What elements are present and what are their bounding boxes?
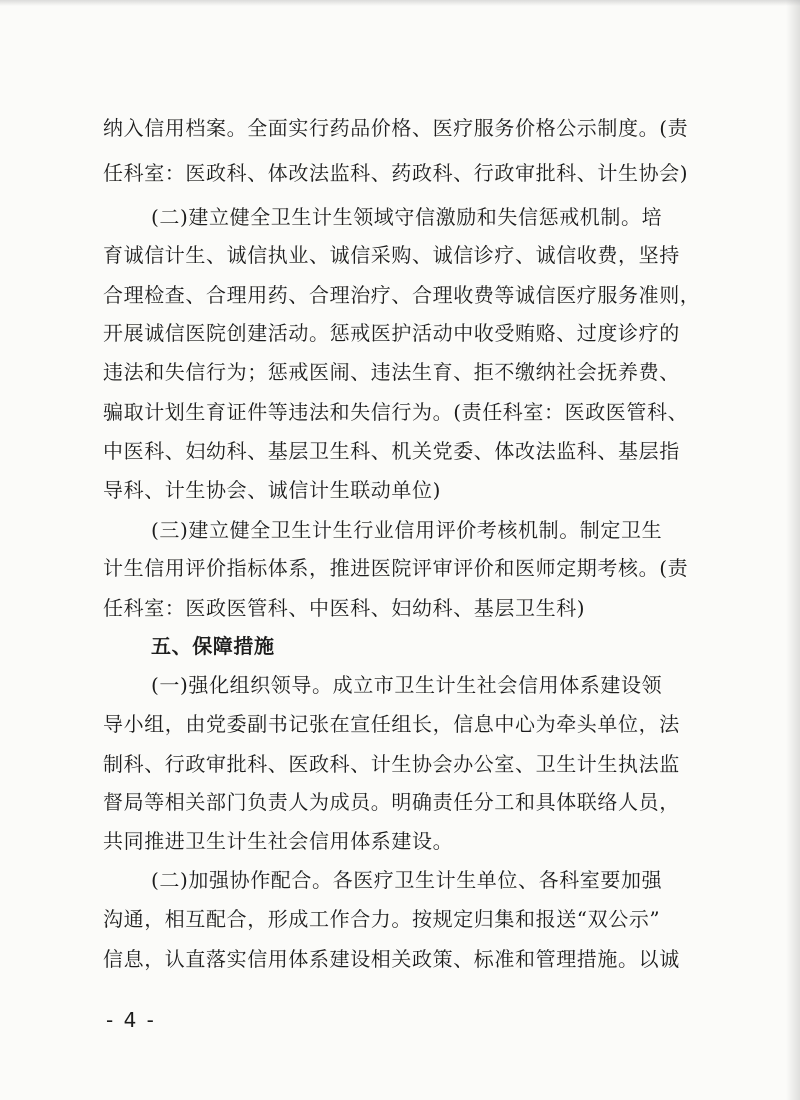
text-line: 制科、行政审批科、医政科、计生协会办公室、卫生计生执法监 — [103, 752, 680, 776]
page-number: - 4 - — [106, 1008, 156, 1032]
section-heading: 五、保障措施 — [151, 634, 275, 658]
text-line: 信息，认直落实信用体系建设相关政策、标准和管理措施。以诚 — [103, 947, 680, 971]
text-line: 任科室：医政科、体改法监科、药政科、行政审批科、计生协会) — [103, 161, 689, 185]
scan-right-edge — [786, 0, 800, 1100]
text-line: 合理检查、合理用药、合理治疗、合理收费等诚信医疗服务准则， — [103, 283, 701, 307]
text-line: 计生信用评价指标体系，推进医院评审评价和医师定期考核。(责 — [103, 556, 689, 580]
scan-top-shadow — [0, 0, 800, 6]
text-line: (一)强化组织领导。成立市卫生计生社会信用体系建设领 — [151, 673, 663, 697]
text-line: 纳入信用档案。全面实行药品价格、医疗服务价格公示制度。(责 — [103, 116, 689, 140]
text-line: 任科室：医政医管科、中医科、妇幼科、基层卫生科) — [103, 596, 586, 620]
text-line: 导科、计生协会、诚信计生联动单位) — [103, 478, 442, 502]
text-line: 育诚信计生、诚信执业、诚信采购、诚信诊疗、诚信收费，坚持 — [103, 243, 680, 267]
text-line: (三)建立健全卫生计生行业信用评价考核机制。制定卫生 — [151, 518, 663, 542]
text-line: 督局等相关部门负责人为成员。明确责任分工和具体联络人员， — [103, 790, 680, 814]
text-line: 导小组，由党委副书记张在宣任组长，信息中心为牵头单位，法 — [103, 712, 680, 736]
text-line: 中医科、妇幼科、基层卫生科、机关党委、体改法监科、基层指 — [103, 439, 680, 463]
text-line: 骗取计划生育证件等违法和失信行为。(责任科室：医政医管科、 — [103, 400, 689, 424]
text-line: (二)加强协作配合。各医疗卫生计生单位、各科室要加强 — [151, 868, 663, 892]
text-line: 沟通，相互配合，形成工作合力。按规定归集和报送“双公示” — [103, 907, 661, 931]
text-line: 违法和失信行为；惩戒医闹、违法生育、拒不缴纳社会抚养费、 — [103, 360, 680, 384]
text-line: 开展诚信医院创建活动。惩戒医护活动中收受贿赂、过度诊疗的 — [103, 321, 680, 345]
text-line: 共同推进卫生计生社会信用体系建设。 — [103, 829, 454, 853]
text-line: (二)建立健全卫生计生领域守信激励和失信惩戒机制。培 — [151, 205, 663, 229]
